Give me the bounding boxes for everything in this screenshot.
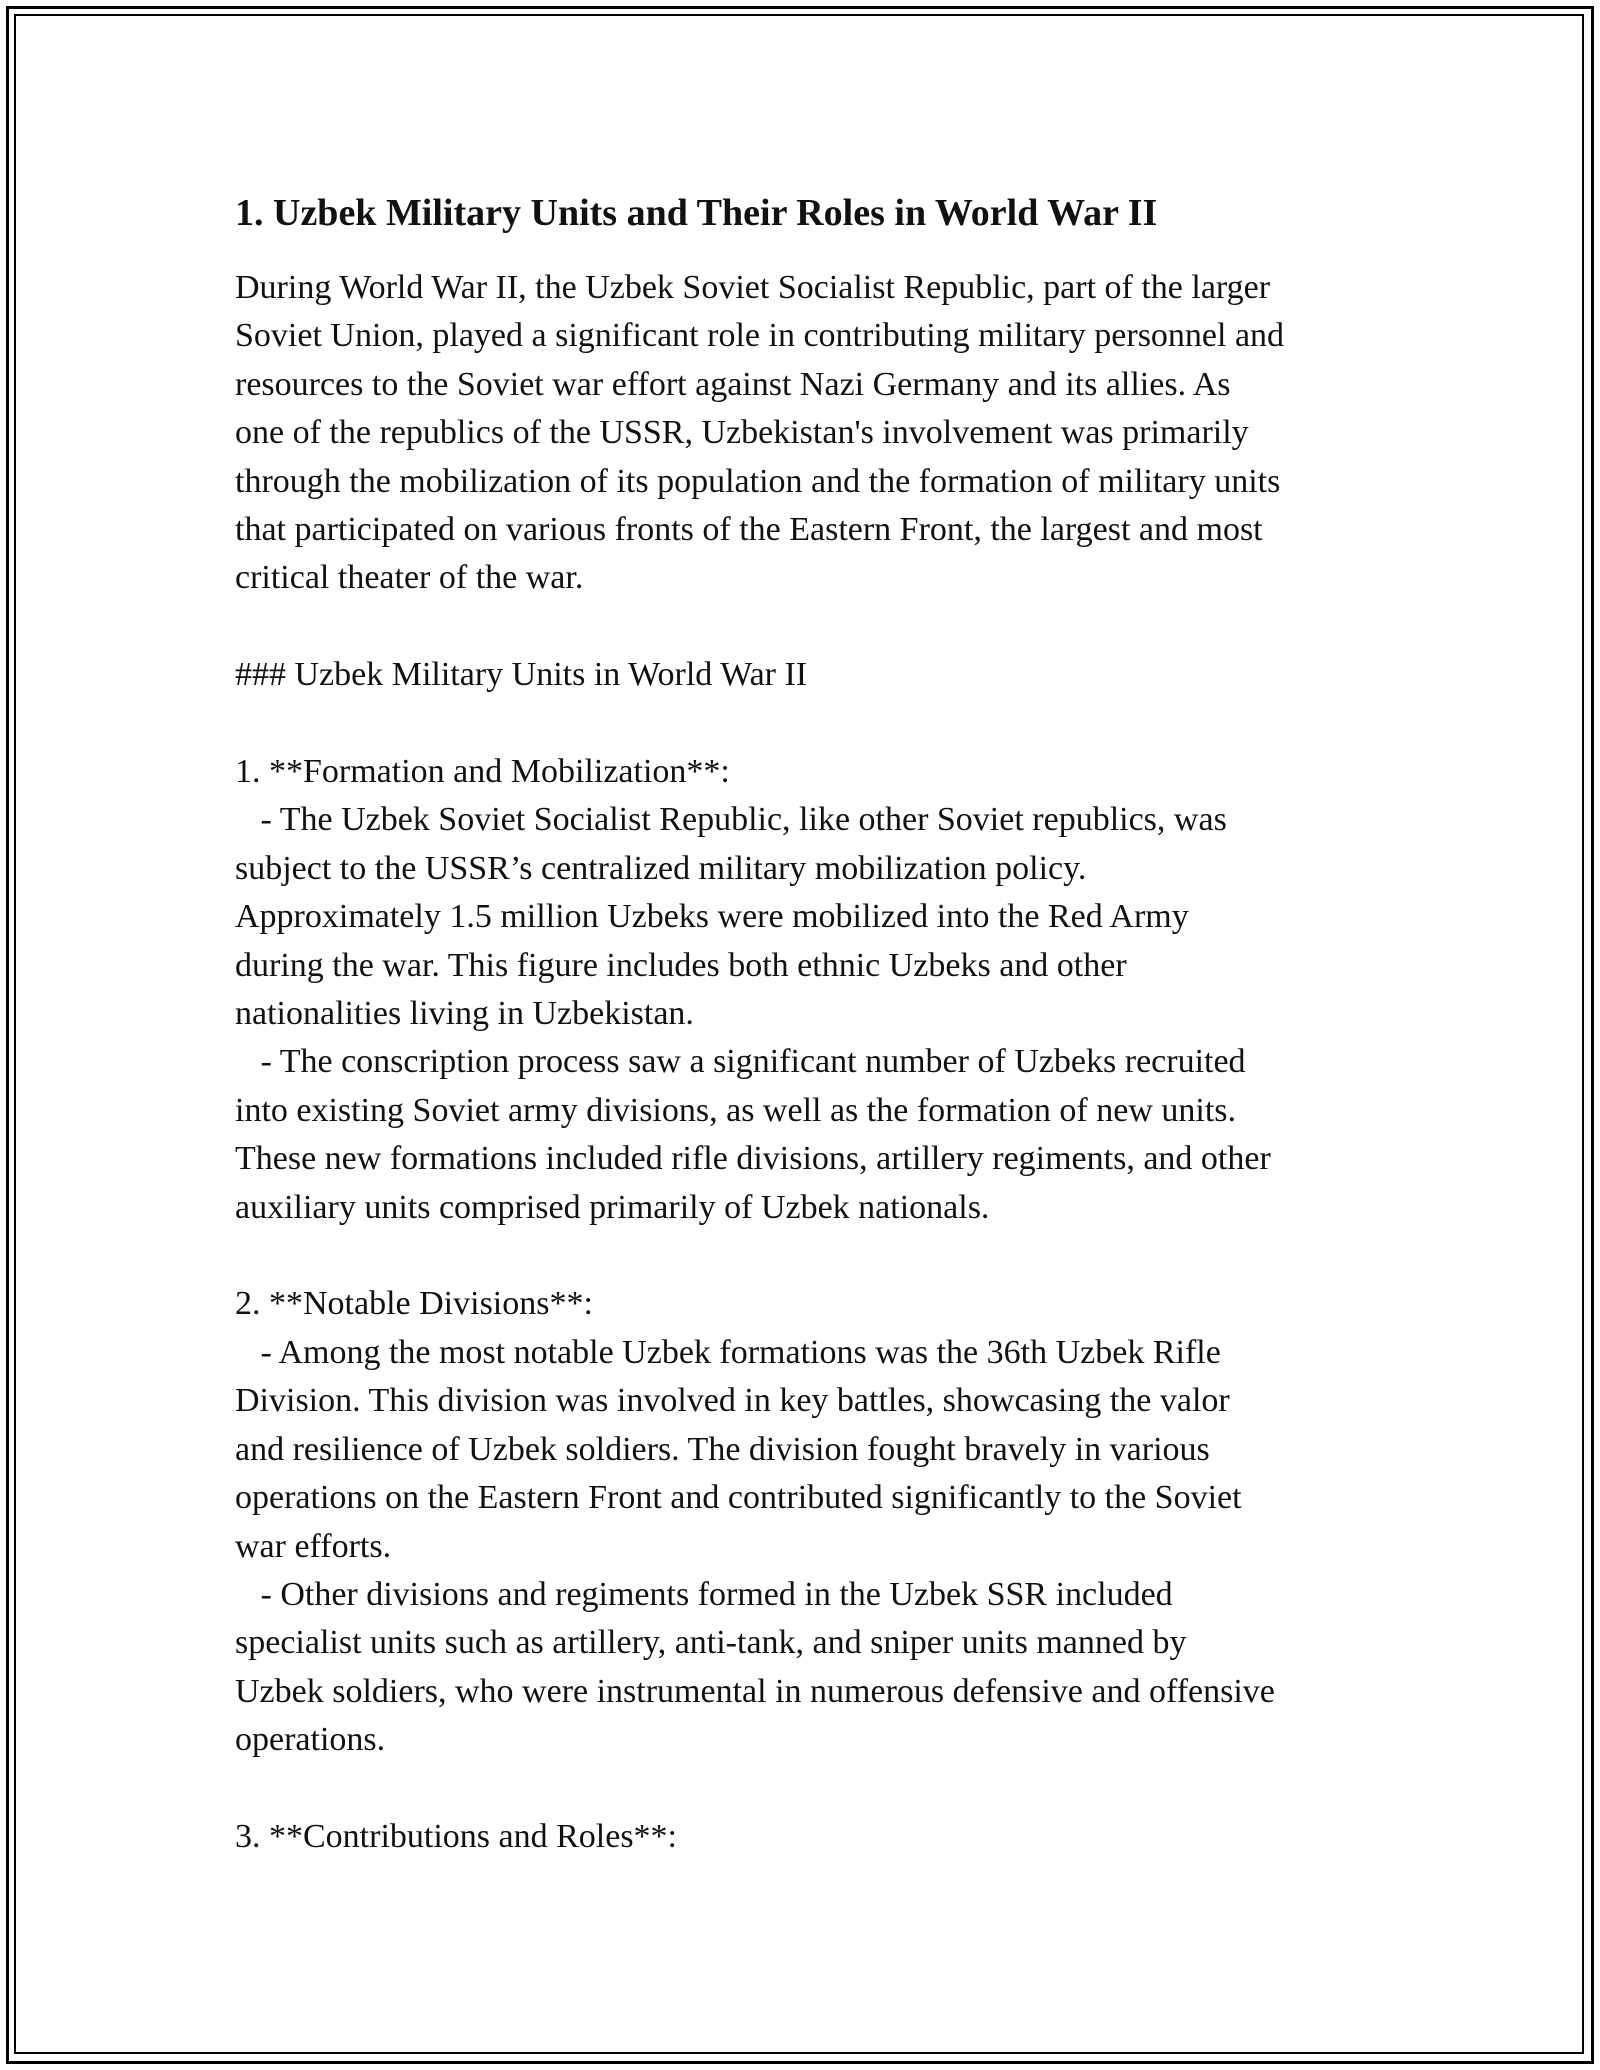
- text-line: nationalities living in Uzbekistan.: [235, 995, 694, 1033]
- text-line: During World War II, the Uzbek Soviet Socialist Republic, part of the larger: [235, 269, 1271, 306]
- text-line: specialist units such as artillery, anti-tank, and sniper units manned by: [235, 1624, 1187, 1662]
- text-line: one of the republics of the USSR, Uzbekistan's involvement was primarily: [235, 414, 1249, 452]
- text-line: 2. **Notable Divisions**:: [235, 1285, 593, 1323]
- text-line: - The Uzbek Soviet Socialist Republic, like other Soviet republics, was: [235, 801, 1227, 839]
- text-line: during the war. This figure includes both ethnic Uzbeks and other: [235, 946, 1127, 984]
- text-line: These new formations included rifle divisions, artillery regiments, and other: [235, 1140, 1271, 1178]
- text-line: Approximately 1.5 million Uzbeks were mobilized into the Red Army: [235, 898, 1189, 936]
- blank-line: [235, 1232, 1375, 1280]
- text-line: that participated on various fronts of the Eastern Front, the largest and most: [235, 511, 1263, 549]
- document-body: [235, 184, 1375, 1861]
- text-line: - Among the most notable Uzbek formations was the 36th Uzbek Rifle: [235, 1333, 1221, 1371]
- text-line: - Other divisions and regiments formed in the Uzbek SSR included: [235, 1575, 1173, 1613]
- text-line: critical theater of the war.: [235, 559, 584, 597]
- text-line: ### Uzbek Military Units in World War II: [235, 656, 808, 694]
- text-line: Uzbek soldiers, who were instrumental in numerous defensive and offensive: [235, 1672, 1275, 1710]
- text-line: 1. **Formation and Mobilization**:: [235, 753, 730, 791]
- text-line: Soviet Union, played a significant role in contributing military personnel and: [235, 317, 1285, 355]
- text-line: - The conscription process saw a significant number of Uzbeks recruited: [235, 1043, 1246, 1081]
- text-line: auxiliary units comprised primarily of Uzbek nationals.: [235, 1188, 990, 1226]
- blank-line: [235, 700, 1375, 748]
- section-heading: 1. Uzbek Military Units and Their Roles in World War II: [235, 192, 1158, 234]
- text-line: subject to the USSR’s centralized military mobilization policy.: [235, 849, 1087, 887]
- text-line: resources to the Soviet war effort against Nazi Germany and its allies. As: [235, 365, 1231, 403]
- blank-line: [235, 603, 1375, 651]
- text-lines: [235, 264, 1375, 1861]
- text-line: into existing Soviet army divisions, as well as the formation of new units.: [235, 1091, 1236, 1129]
- blank-line: [235, 1765, 1375, 1813]
- text-line: 3. **Contributions and Roles**:: [235, 1817, 677, 1855]
- text-line: war efforts.: [235, 1527, 392, 1565]
- text-line: operations.: [235, 1721, 386, 1759]
- text-line: and resilience of Uzbek soldiers. The division fought bravely in various: [235, 1430, 1210, 1468]
- text-line: operations on the Eastern Front and contributed significantly to the Soviet: [235, 1479, 1242, 1517]
- text-line: through the mobilization of its population and the formation of military units: [235, 462, 1281, 500]
- text-line: Division. This division was involved in key battles, showcasing the valor: [235, 1382, 1230, 1420]
